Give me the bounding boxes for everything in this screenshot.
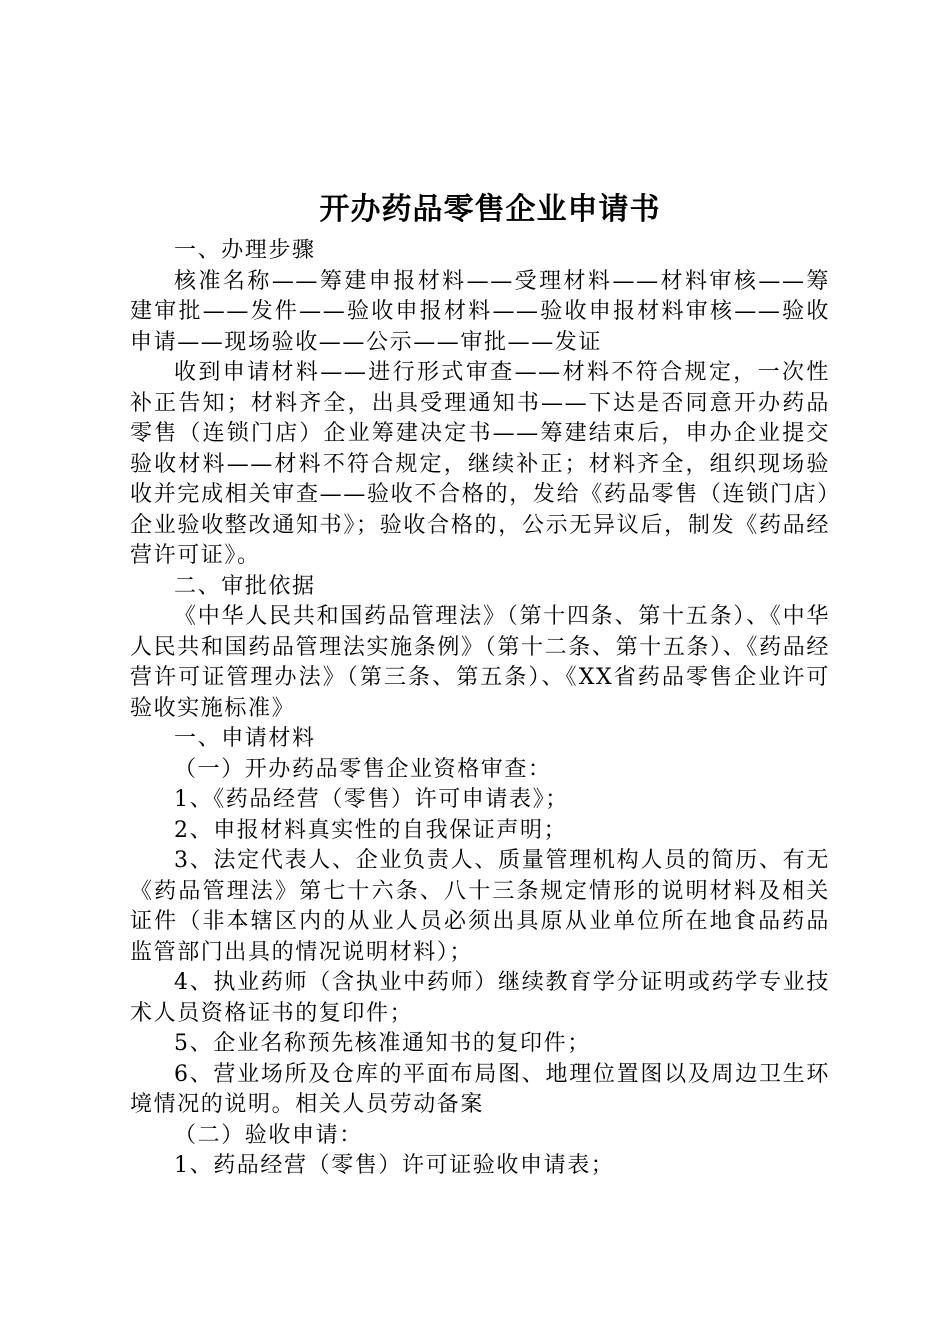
subheading-qualification: （一）开办药品零售企业资格审查： <box>174 756 552 782</box>
document-body <box>130 236 830 1182</box>
list-item: 6、营业场所及仓库的平面布局图、地理位置图以及周边卫生环境情况的说明。相关人员劳动备案 <box>130 1061 830 1117</box>
section-heading-basis: 二、审批依据 <box>174 573 316 599</box>
list-item: 4、执业药师（含执业中药师）继续教育学分证明或药学专业技术人员资格证书的复印件； <box>130 970 830 1026</box>
subheading-acceptance: （二）验收申请： <box>174 1122 363 1148</box>
list-item: 1、药品经营（零售）许可证验收申请表； <box>174 1153 615 1178</box>
document-title: 开办药品零售企业申请书 <box>319 192 661 227</box>
section-heading-procedure: 一、办理步骤 <box>174 238 316 263</box>
list-item: 3、法定代表人、企业负责人、质量管理机构人员的简历、有无《药品管理法》第七十六条、八十三条规定情形的说明材料及相关证件（非本辖区内的从业人员必须出具原从业单位所在地食品药品监管部门出具的情况说明材料）； <box>130 848 830 965</box>
paragraph-basis: 《中华人民共和国药品管理法》（第十四条、第十五条）、《中华人民共和国药品管理法实施条例》（第十二条、第十五条）、《药品经营许可证管理办法》（第三条、第五条）、《XX省药品零售企业许可验收实施标准》 <box>130 604 830 721</box>
document-page <box>130 184 830 1182</box>
list-item: 1、《药品经营（零售）许可申请表》； <box>174 787 569 812</box>
paragraph-procedure-detail: 收到申请材料——进行形式审查——材料不符合规定，一次性补正告知；材料齐全，出具受理通知书——下达是否同意开办药品零售（连锁门店）企业筹建决定书——筹建结束后，申办企业提交验收材料——材料不符合规定，继续补正；材料齐全，组织现场验收并完成相关审查——验收不合格的，发给《药品零售（连锁门店）企业验收整改通知书》；验收合格的，公示无异议后，制发《药品经营许可证》。 <box>130 360 830 568</box>
section-heading-materials: 一、申请材料 <box>174 726 316 751</box>
paragraph-procedure-steps: 核准名称——筹建申报材料——受理材料——材料审核——筹建审批——发件——验收申报材料——验收申报材料审核——验收申请——现场验收——公示——审批——发证 <box>130 268 830 355</box>
list-item: 5、企业名称预先核准通知书的复印件； <box>174 1031 591 1056</box>
list-item: 2、申报材料真实性的自我保证声明； <box>174 817 568 843</box>
